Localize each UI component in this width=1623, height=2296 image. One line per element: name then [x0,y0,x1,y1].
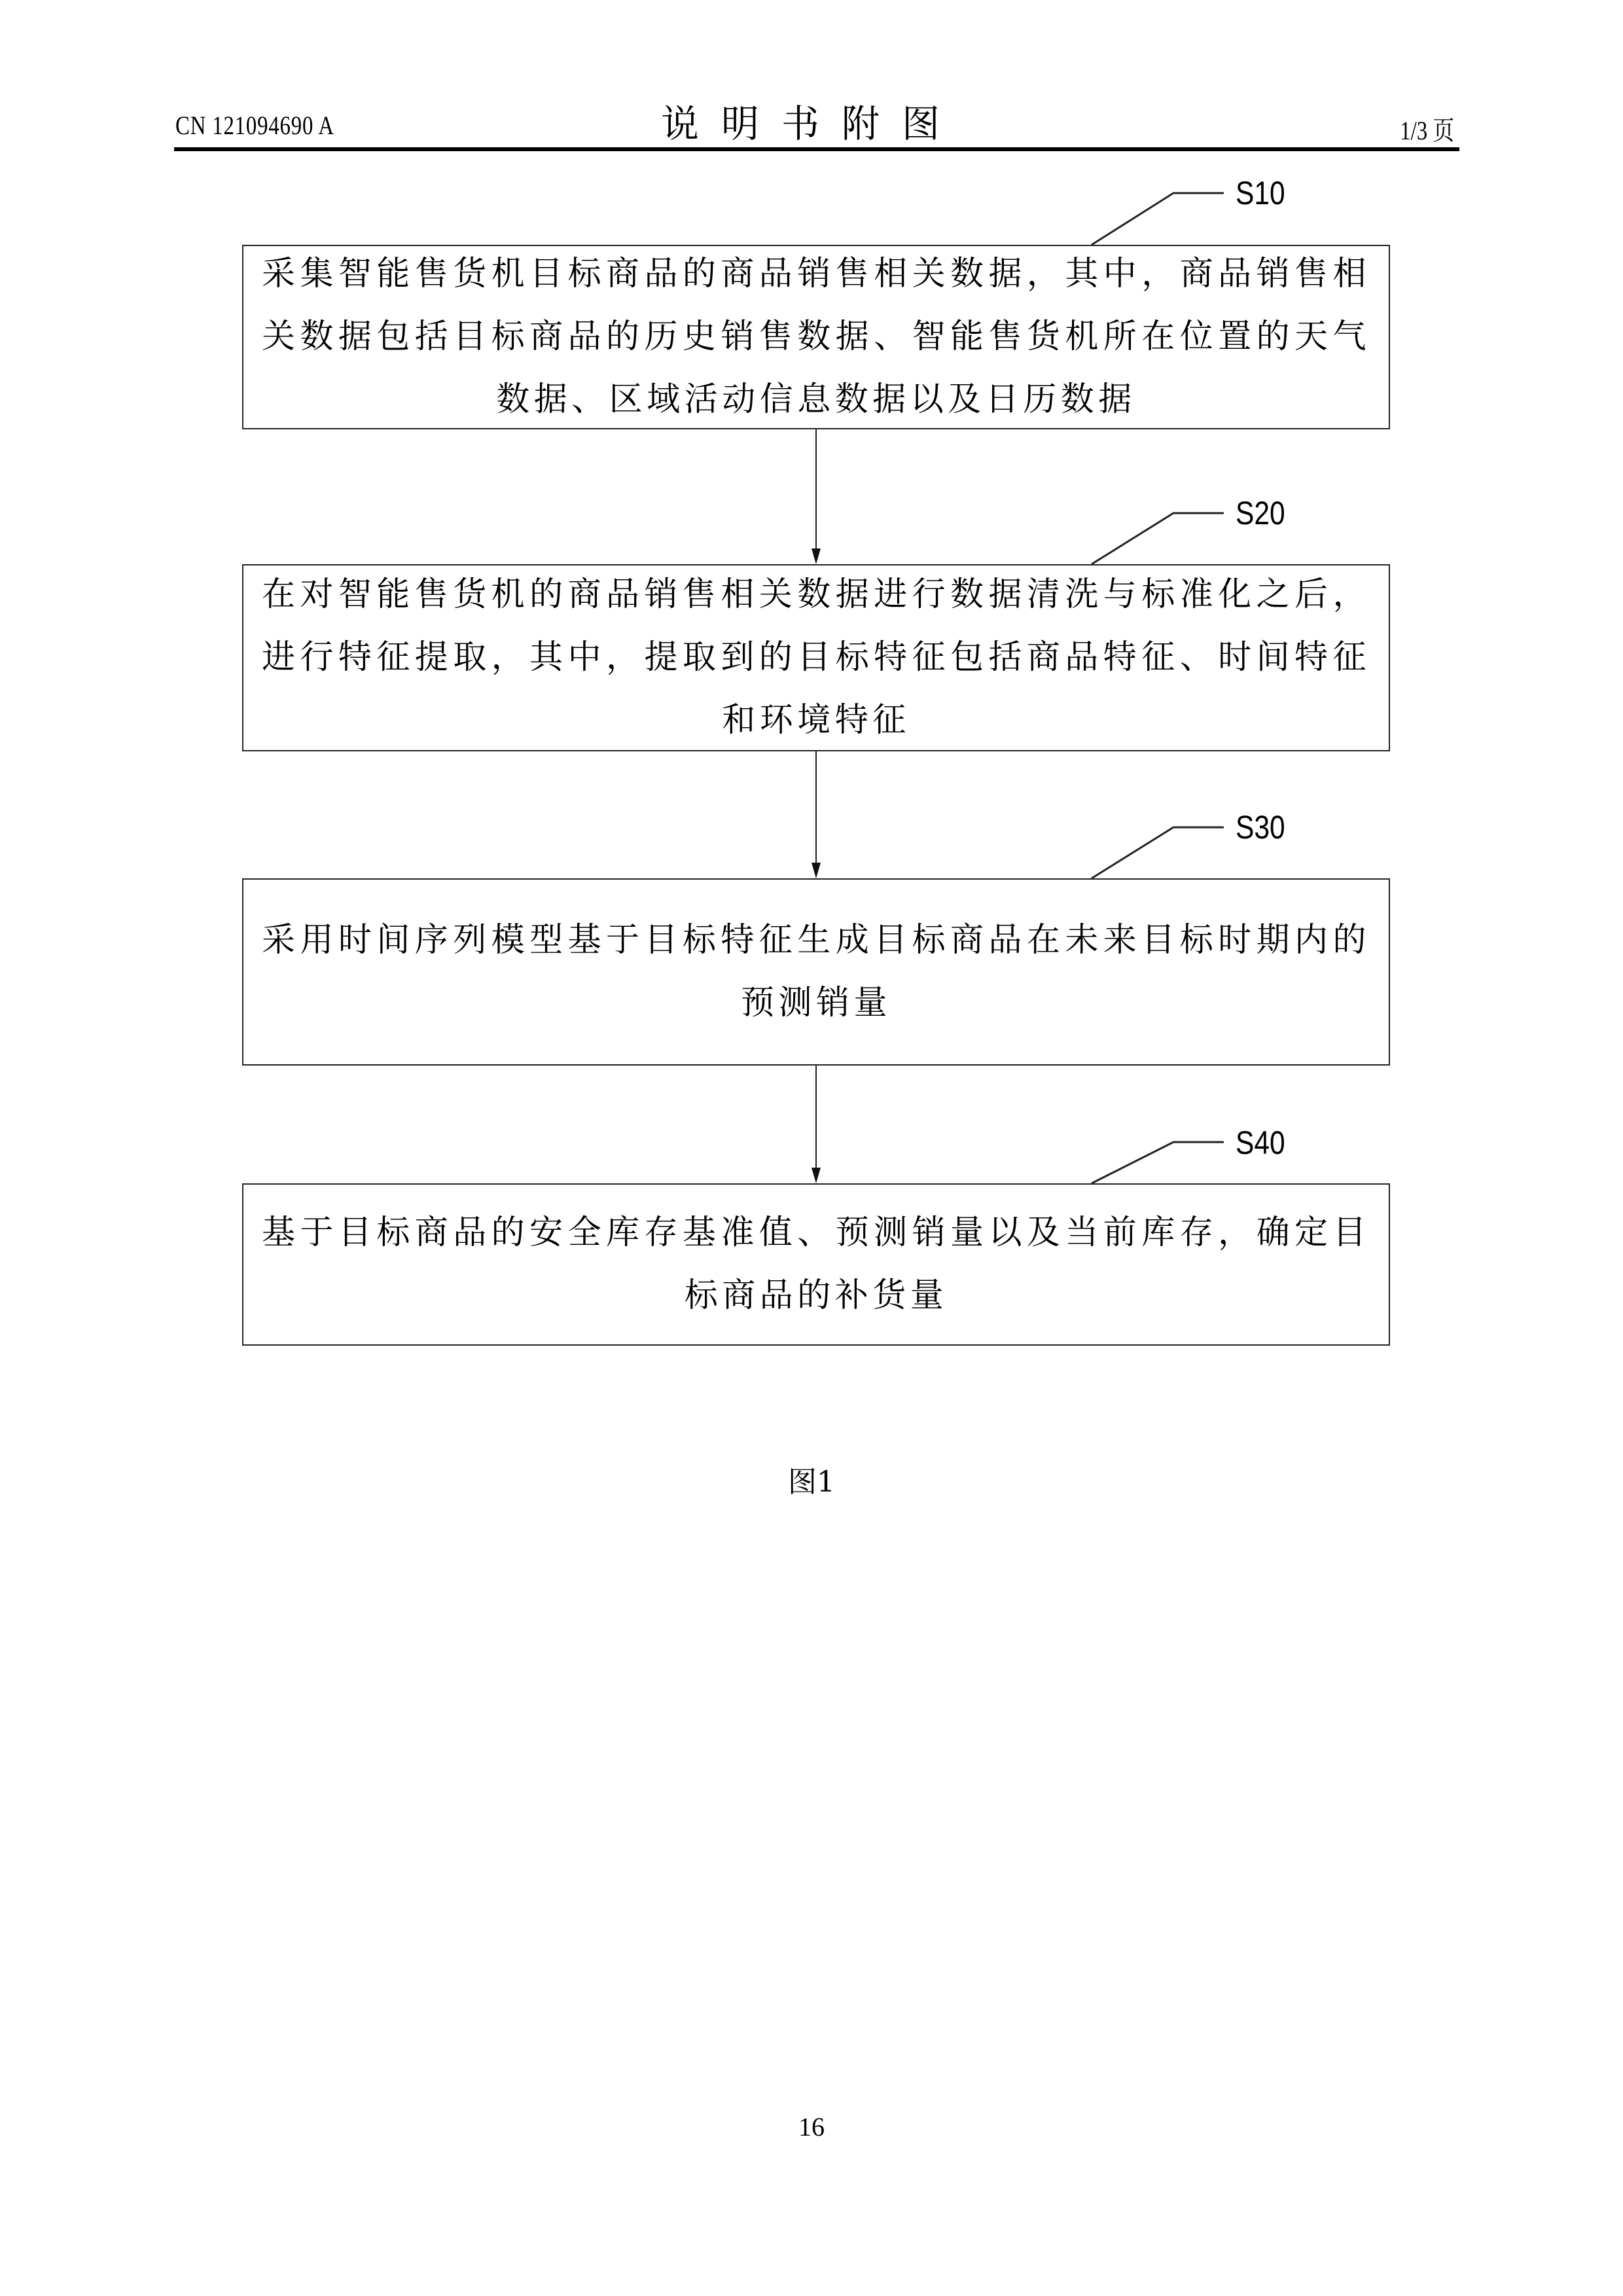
figure-caption: 图1 [788,1465,835,1499]
page-indicator: 1/3 页 [1400,116,1454,145]
step-text-s40: 基于目标商品的安全库存基准值、预测销量以及当前库存，确定目标商品的补货量 [262,1213,1370,1315]
step-text-s30: 采用时间序列模型基于目标特征生成目标商品在未来目标时期内的预测销量 [262,921,1370,1022]
step-label-s10: S10 [1236,175,1285,211]
step-label-s20: S20 [1236,495,1285,531]
leader-line-s40 [1092,1142,1224,1183]
leader-line-s20 [1092,513,1224,564]
step-text-s10: 采集智能售货机目标商品的商品销售相关数据，其中，商品销售相关数据包括目标商品的历史销售数据、智能售货机所在位置的天气数据、区域活动信息数据以及日历数据 [262,255,1370,419]
page-title: 说明书附图 [660,101,962,146]
step-label-s40: S40 [1236,1124,1285,1161]
header-divider [174,147,1459,151]
arrowhead-down-icon [812,863,821,878]
step-box-s20 [242,564,1390,751]
leader-line-s10 [1092,193,1224,245]
step-box-s30 [242,878,1390,1066]
publication-number: CN 121094690 A [175,111,334,140]
step-box-s40 [242,1183,1390,1346]
step-label-s30: S30 [1236,809,1285,846]
page-number: 16 [798,2112,825,2142]
leader-line-s30 [1092,827,1224,878]
step-box-s10 [242,245,1390,429]
arrowhead-down-icon [812,1168,821,1183]
step-text-s20: 在对智能售货机的商品销售相关数据进行数据清洗与标准化之后，进行特征提取，其中，提取到的目标特征包括商品特征、时间特征和环境特征 [262,575,1370,740]
arrowhead-down-icon [812,548,821,564]
